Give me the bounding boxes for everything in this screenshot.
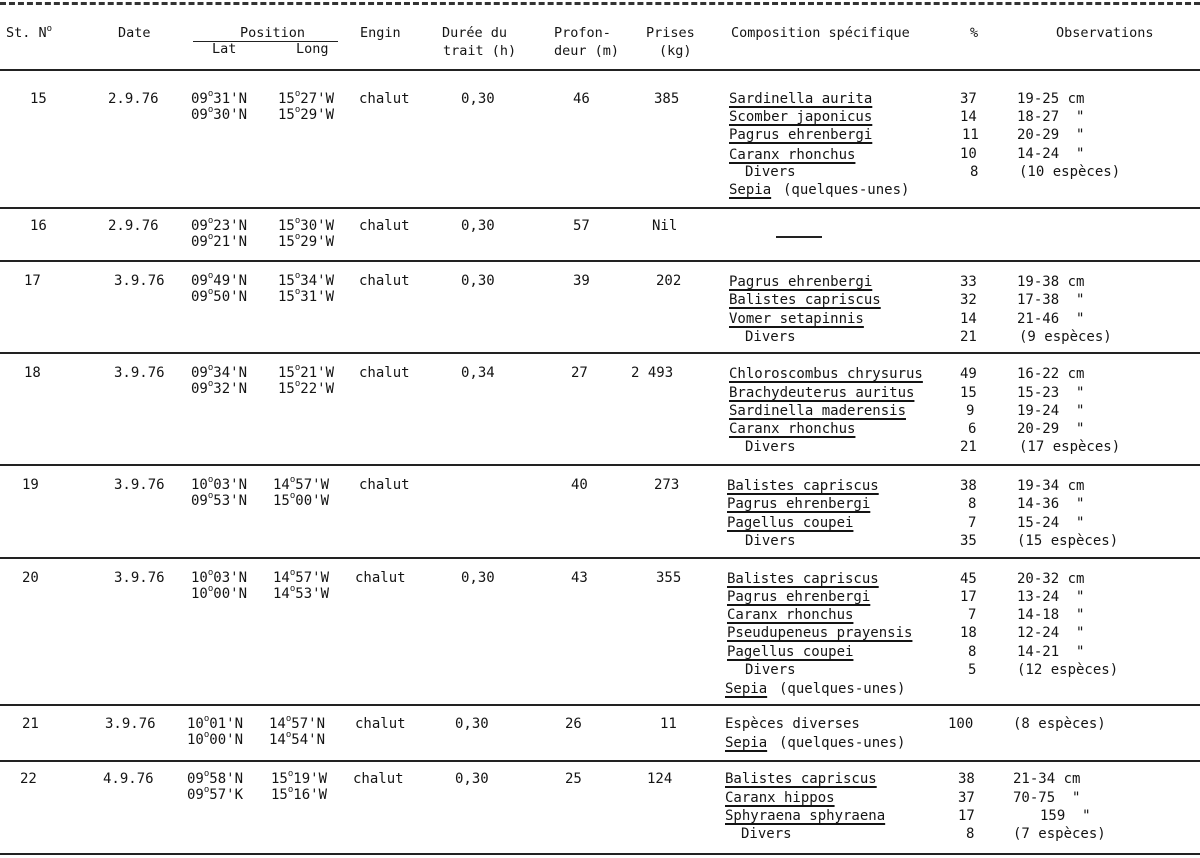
species-name: Divers [745, 662, 796, 678]
header-station: St. $N^o$ [6, 23, 53, 41]
lat-end: 09$^o$50'N [191, 287, 247, 305]
species-note: (quelques-unes) [779, 681, 906, 697]
long-start: 14$^o$57'W [273, 568, 329, 586]
species-note: (quelques-unes) [779, 735, 906, 751]
species-name: Balistes capriscus [729, 292, 881, 308]
duration: 0,30 [455, 771, 489, 787]
species-pct: 17 [958, 808, 975, 824]
header-long: Long [296, 41, 329, 57]
long-end: 15$^o$22'W [278, 379, 334, 397]
long-end: 14$^o$54'N [269, 730, 325, 748]
species-name: Divers [745, 533, 796, 549]
species-pct: 9 [966, 403, 975, 419]
species-pct: 15 [960, 385, 977, 401]
long-start: 15$^o$21'W [278, 363, 334, 381]
station-number: 18 [24, 365, 41, 381]
header-observations: Observations [1056, 25, 1154, 41]
species-name: Caranx rhonchus [727, 607, 854, 623]
gear: chalut [359, 218, 410, 234]
station-date: 2.9.76 [108, 218, 159, 234]
long-end: 15$^o$16'W [271, 785, 327, 803]
species-name: Caranx rhonchus [729, 147, 856, 163]
species-obs: 21-46 " [1017, 311, 1085, 327]
species-name: Brachydeuterus auritus [729, 385, 915, 401]
row-separator [0, 760, 1200, 762]
species-name: Sphyraena sphyraena [725, 808, 886, 824]
species-name: Pseudupeneus prayensis [727, 625, 913, 641]
station-number: 17 [24, 273, 41, 289]
lat-end: 09$^o$21'N [191, 232, 247, 250]
depth: 26 [565, 716, 582, 732]
catch: 385 [654, 91, 680, 107]
long-start: 14$^o$57'N [269, 714, 325, 732]
species-obs: 14-24 " [1017, 146, 1085, 162]
long-start: 15$^o$19'W [271, 769, 327, 787]
catch: 202 [656, 273, 682, 289]
species-pct: 21 [960, 439, 977, 455]
species-obs: 19-24 " [1017, 403, 1085, 419]
no-species-dash [776, 236, 822, 238]
catch: 273 [654, 477, 680, 493]
lat-start: 09$^o$49'N [191, 271, 247, 289]
species-pct: 14 [960, 109, 977, 125]
species-obs: 20-29 " [1017, 127, 1085, 143]
species-obs: 19-38 cm [1017, 274, 1085, 290]
species-pct: 32 [960, 292, 977, 308]
long-end: 15$^o$31'W [278, 287, 334, 305]
long-start: 15$^o$30'W [278, 216, 334, 234]
species-pct: 38 [958, 771, 975, 787]
header-duration-1: Durée du [442, 25, 508, 41]
long-start: 14$^o$57'W [273, 475, 329, 493]
depth: 43 [571, 570, 588, 586]
species-obs: 19-34 cm [1017, 478, 1085, 494]
species-pct: 35 [960, 533, 977, 549]
lat-end: 09$^o$30'N [191, 105, 247, 123]
species-pct: 49 [960, 366, 977, 382]
species-obs: 19-25 cm [1017, 91, 1085, 107]
long-start: 15$^o$34'W [278, 271, 334, 289]
species-pct: 6 [968, 421, 977, 437]
duration: 0,34 [461, 365, 495, 381]
species-pct: 100 [948, 716, 974, 732]
species-pct: 38 [960, 478, 977, 494]
header-rule [0, 69, 1200, 71]
species-pct: 5 [968, 662, 977, 678]
station-number: 19 [22, 477, 39, 493]
station-date: 3.9.76 [105, 716, 156, 732]
row-separator [0, 207, 1200, 209]
lat-start: 09$^o$34'N [191, 363, 247, 381]
long-start: 15$^o$27'W [278, 89, 334, 107]
catch: 11 [660, 716, 677, 732]
species-pct: 8 [970, 164, 979, 180]
species-pct: 33 [960, 274, 977, 290]
duration: 0,30 [461, 570, 495, 586]
gear: chalut [353, 771, 404, 787]
header-position: Position [240, 25, 306, 41]
species-pct: 8 [966, 826, 975, 842]
row-separator [0, 352, 1200, 354]
species-pct: 21 [960, 329, 977, 345]
duration: 0,30 [455, 716, 489, 732]
species-name: Pagellus coupei [727, 644, 854, 660]
station-date: 3.9.76 [114, 570, 165, 586]
header-date: Date [118, 25, 151, 41]
row-separator [0, 557, 1200, 559]
lat-end: 09$^o$32'N [191, 379, 247, 397]
species-pct: 7 [968, 515, 977, 531]
header-catch-2: (kg) [659, 43, 692, 59]
lat-start: 10$^o$03'N [191, 568, 247, 586]
species-pct: 37 [960, 91, 977, 107]
lat-end: 09$^o$53'N [191, 491, 247, 509]
species-obs: 16-22 cm [1017, 366, 1085, 382]
species-obs: 14-21 " [1017, 644, 1085, 660]
station-number: 15 [30, 91, 47, 107]
species-obs: 17-38 " [1017, 292, 1085, 308]
species-name: Pagrus ehrenbergi [727, 589, 871, 605]
species-pct: 37 [958, 790, 975, 806]
species-pct: 10 [960, 146, 977, 162]
row-separator [0, 464, 1200, 466]
species-obs: 15-24 " [1017, 515, 1085, 531]
station-date: 4.9.76 [103, 771, 154, 787]
depth: 46 [573, 91, 590, 107]
species-obs: (9 espèces) [1019, 329, 1112, 345]
header-composition: Composition spécifique [731, 25, 910, 41]
duration: 0,30 [461, 273, 495, 289]
species-obs: 14-18 " [1017, 607, 1085, 623]
species-obs: (7 espèces) [1013, 826, 1106, 842]
species-obs: (12 espèces) [1017, 662, 1119, 678]
species-pct: 18 [960, 625, 977, 641]
species-note: (quelques-unes) [783, 182, 910, 198]
species-obs: 13-24 " [1017, 589, 1085, 605]
station-date: 3.9.76 [114, 477, 165, 493]
species-obs: 21-34 cm [1013, 771, 1081, 787]
species-name: Balistes capriscus [727, 571, 879, 587]
species-name: Pagrus ehrenbergi [729, 127, 873, 143]
species-obs: (17 espèces) [1019, 439, 1121, 455]
species-name: Balistes capriscus [725, 771, 877, 787]
duration: 0,30 [461, 91, 495, 107]
station-number: 22 [20, 771, 37, 787]
gear: chalut [355, 716, 406, 732]
species-name: Chloroscombus chrysurus [729, 366, 923, 382]
species-obs: 14-36 " [1017, 496, 1085, 512]
species-pct: 45 [960, 571, 977, 587]
species-name: Divers [745, 439, 796, 455]
row-separator [0, 260, 1200, 262]
species-name: Espèces diverses [725, 716, 860, 732]
long-end: 15$^o$00'W [273, 491, 329, 509]
depth: 27 [571, 365, 588, 381]
gear: chalut [359, 273, 410, 289]
gear: chalut [355, 570, 406, 586]
species-name: Pagellus coupei [727, 515, 854, 531]
lat-end: 10$^o$00'N [187, 730, 243, 748]
long-end: 15$^o$29'W [278, 232, 334, 250]
species-pct: 8 [968, 496, 977, 512]
catch: 2 493 [631, 365, 674, 381]
species-name: Sardinella aurita [729, 91, 873, 107]
lat-start: 09$^o$58'N [187, 769, 243, 787]
species-obs: (8 espèces) [1013, 716, 1106, 732]
species-pct: 14 [960, 311, 977, 327]
species-name: Pagrus ehrenbergi [727, 496, 871, 512]
species-name: Balistes capriscus [727, 478, 879, 494]
species-obs: 18-27 " [1017, 109, 1085, 125]
species-pct: 8 [968, 644, 977, 660]
depth: 25 [565, 771, 582, 787]
gear: chalut [359, 91, 410, 107]
header-lat: Lat [212, 41, 237, 57]
species-obs: 159 " [1040, 808, 1091, 824]
header-percent: % [970, 25, 979, 41]
species-name: Sepia [725, 735, 768, 751]
species-name: Sepia [729, 182, 772, 198]
species-obs: (15 espèces) [1017, 533, 1119, 549]
species-obs: 15-23 " [1017, 385, 1085, 401]
header-depth-2: deur (m) [554, 43, 620, 59]
species-name: Divers [745, 329, 796, 345]
header-depth-1: Profon- [554, 25, 611, 41]
species-obs: 20-32 cm [1017, 571, 1085, 587]
station-number: 16 [30, 218, 47, 234]
depth: 40 [571, 477, 588, 493]
lat-end: 10$^o$00'N [191, 584, 247, 602]
row-separator [0, 704, 1200, 706]
species-name: Divers [741, 826, 792, 842]
species-name: Sardinella maderensis [729, 403, 907, 419]
long-end: 14$^o$53'W [273, 584, 329, 602]
species-name: Sepia [725, 681, 768, 697]
station-date: 3.9.76 [114, 273, 165, 289]
depth: 39 [573, 273, 590, 289]
header-duration-2: trait (h) [443, 43, 517, 59]
header-catch-1: Prises [646, 25, 695, 41]
species-name: Vomer setapinnis [729, 311, 864, 327]
species-name: Caranx rhonchus [729, 421, 856, 437]
lat-start: 09$^o$23'N [191, 216, 247, 234]
species-pct: 17 [960, 589, 977, 605]
species-obs: (10 espèces) [1019, 164, 1121, 180]
species-pct: 7 [968, 607, 977, 623]
station-number: 21 [22, 716, 39, 732]
bottom-rule [0, 853, 1200, 855]
lat-end: 09$^o$57'K [187, 785, 243, 803]
depth: 57 [573, 218, 590, 234]
header-gear: Engin [360, 25, 401, 41]
species-name: Divers [745, 164, 796, 180]
catch: Nil [652, 218, 678, 234]
gear: chalut [359, 365, 410, 381]
species-pct: 11 [962, 127, 979, 143]
catch: 355 [656, 570, 682, 586]
catch: 124 [647, 771, 673, 787]
station-number: 20 [22, 570, 39, 586]
species-obs: 20-29 " [1017, 421, 1085, 437]
station-date: 2.9.76 [108, 91, 159, 107]
species-name: Scomber japonicus [729, 109, 873, 125]
species-name: Pagrus ehrenbergi [729, 274, 873, 290]
duration: 0,30 [461, 218, 495, 234]
lat-start: 09$^o$31'N [191, 89, 247, 107]
species-obs: 12-24 " [1017, 625, 1085, 641]
gear: chalut [359, 477, 410, 493]
top-dashed-rule [0, 2, 1200, 5]
lat-start: 10$^o$01'N [187, 714, 243, 732]
station-date: 3.9.76 [114, 365, 165, 381]
long-end: 15$^o$29'W [278, 105, 334, 123]
species-name: Caranx hippos [725, 790, 835, 806]
species-obs: 70-75 " [1013, 790, 1081, 806]
lat-start: 10$^o$03'N [191, 475, 247, 493]
